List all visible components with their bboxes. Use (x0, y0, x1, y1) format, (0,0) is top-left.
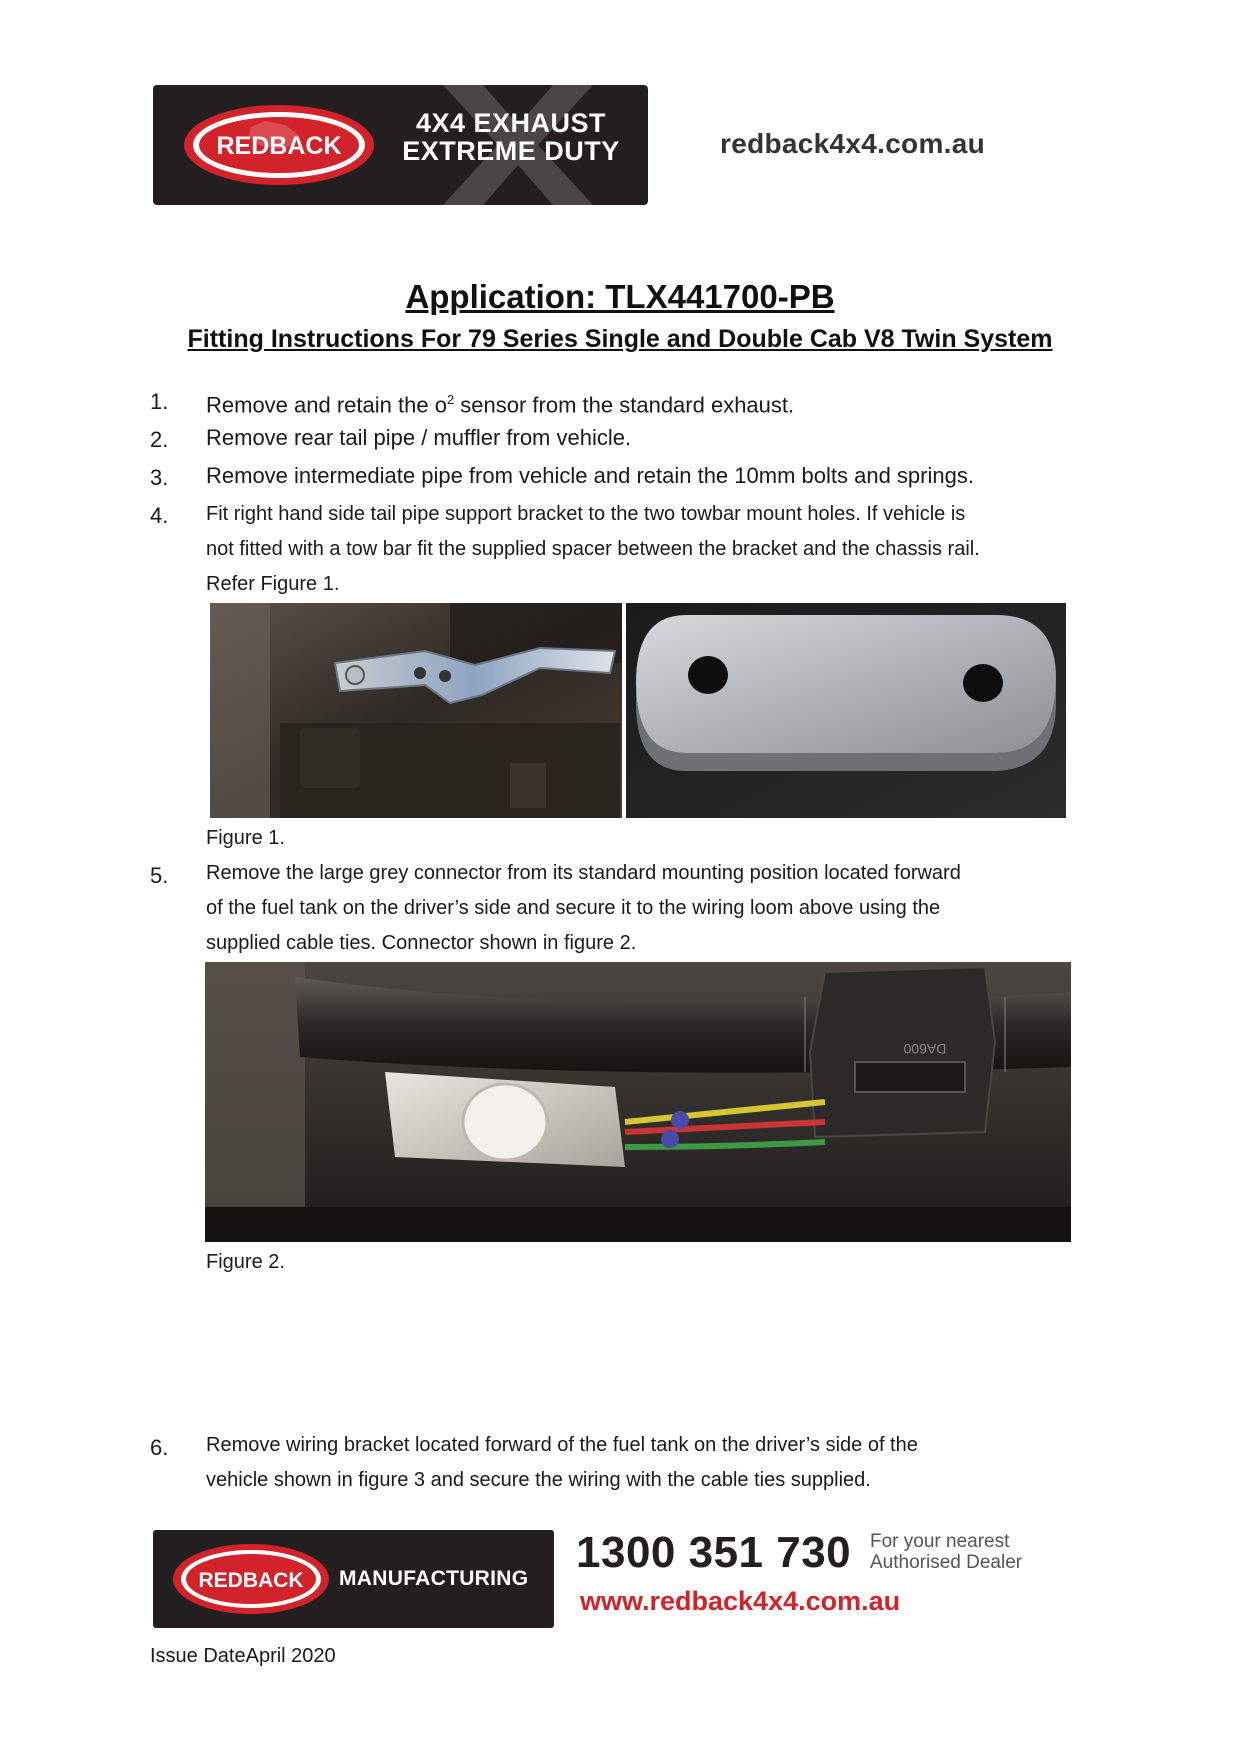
step-4-line: Fit right hand side tail pipe support bracket to the two towbar mount holes. If vehicle is (206, 503, 966, 525)
banner-line1: 4X4 EXHAUST (415, 108, 607, 138)
step-6-number: 6. (150, 1435, 169, 1460)
figure-2-caption: Figure 2. (206, 1251, 285, 1273)
step-4-line: not fitted with a tow bar fit the supplied spacer between the bracket and the chassis rail. (206, 538, 980, 560)
footer-dealer-note (870, 1531, 1022, 1573)
footer-logo-text: REDBACK (198, 1569, 304, 1592)
step-1-text-b: sensor from the standard exhaust. (454, 392, 795, 418)
banner-title (391, 109, 631, 165)
step-5-line: of the fuel tank on the driver’s side and secure it to the wiring loom above using the (206, 897, 941, 919)
figure-1-caption: Figure 1. (206, 827, 285, 849)
footer-manufacturing: MANUFACTURING (339, 1567, 529, 1590)
step-1-superscript: 2 (446, 392, 455, 407)
step-1-text (206, 382, 794, 422)
header-banner (153, 85, 648, 205)
dealer-line1: For your nearest (870, 1531, 1010, 1552)
page-subtitle: Fitting Instructions For 79 Series Single and Double Cab V8 Twin System (187, 325, 1053, 353)
logo-text: REDBACK (216, 132, 342, 160)
figure-1-bracket-photo (210, 603, 622, 818)
figure-1-spacer-photo (626, 603, 1066, 818)
step-5-text (206, 856, 1126, 961)
step-1-number: 1. (150, 389, 169, 414)
footer-phone[interactable]: 1300 351 730 (576, 1528, 852, 1577)
banner-line2: EXTREME DUTY (402, 136, 620, 166)
step-5-line: supplied cable ties. Connector shown in figure 2. (206, 932, 637, 954)
connector-part-code: DA600 (903, 1041, 947, 1057)
step-6-line: Remove wiring bracket located forward of the fuel tank on the driver’s side of the (206, 1434, 918, 1456)
issue-date: Issue DateApril 2020 (150, 1645, 336, 1667)
step-3-number: 3. (150, 465, 169, 490)
step-4-number: 4. (150, 503, 169, 528)
connector-photo-image (205, 962, 1071, 1242)
redback-logo (181, 103, 377, 187)
step-6-text (206, 1428, 1126, 1498)
figure-2-connector-photo (205, 962, 1071, 1242)
header-website[interactable]: redback4x4.com.au (720, 128, 986, 159)
spacer-photo-image (626, 603, 1066, 818)
step-4-line: Refer Figure 1. (206, 573, 340, 595)
step-2-text: Remove rear tail pipe / muffler from vehicle. (206, 425, 632, 450)
step-2-number: 2. (150, 427, 169, 452)
step-3-text: Remove intermediate pipe from vehicle and retain the 10mm bolts and springs. (206, 463, 974, 488)
step-1-text-a: Remove and retain the o (206, 392, 447, 418)
footer-redback-logo (171, 1542, 331, 1616)
dealer-line2: Authorised Dealer (870, 1552, 1023, 1573)
step-5-line: Remove the large grey connector from its standard mounting position located forward (206, 862, 961, 884)
footer-website[interactable]: www.redback4x4.com.au (580, 1586, 901, 1616)
page-title: Application: TLX441700-PB (405, 278, 835, 315)
step-5-number: 5. (150, 863, 169, 888)
bracket-photo-image (210, 603, 622, 818)
footer-banner (153, 1530, 554, 1628)
step-4-text (206, 497, 1126, 602)
step-6-line: vehicle shown in figure 3 and secure the wiring with the cable ties supplied. (206, 1469, 871, 1491)
